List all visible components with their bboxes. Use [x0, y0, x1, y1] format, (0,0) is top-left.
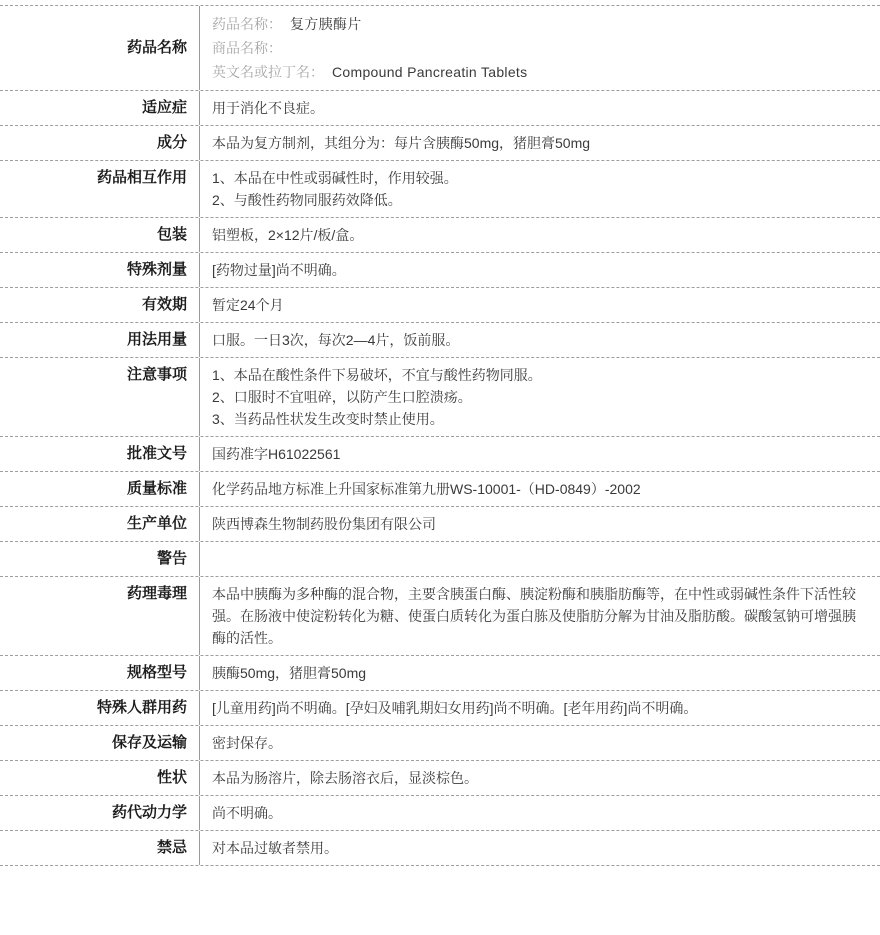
value-line: 用于消化不良症。: [212, 100, 324, 116]
value-line: [212, 548, 868, 570]
table-row: [0, 507, 880, 542]
table-row: [0, 6, 880, 91]
row-value: [200, 656, 880, 690]
row-label: 特殊人群用药: [0, 691, 200, 725]
row-value: [200, 91, 880, 125]
table-row: [0, 358, 880, 437]
field-label: 英文名或拉丁名：: [212, 64, 324, 80]
value-line: 本品为肠溶片，除去肠溶衣后，显淡棕色。: [212, 770, 478, 786]
row-label: 药品相互作用: [0, 161, 200, 217]
value-line: 2、与酸性药物同服药效降低。: [212, 192, 402, 208]
row-label: 成分: [0, 126, 200, 160]
table-row: [0, 218, 880, 253]
row-label: 包装: [0, 218, 200, 252]
value-line: 暂定24个月: [212, 297, 284, 313]
row-value: [200, 323, 880, 357]
table-row: [0, 656, 880, 691]
english-name-value: Compound Pancreatin Tablets: [332, 64, 528, 80]
row-value: [200, 161, 880, 217]
value-line: 1、本品在中性或弱碱性时，作用较强。: [212, 170, 458, 186]
value-line: 对本品过敏者禁用。: [212, 840, 338, 856]
table-row: [0, 761, 880, 796]
table-row: [0, 288, 880, 323]
table-row: [0, 726, 880, 761]
table-row: [0, 253, 880, 288]
value-line: [儿童用药]尚不明确。[孕妇及哺乳期妇女用药]尚不明确。[老年用药]尚不明确。: [212, 700, 698, 716]
field-label: 商品名称：: [212, 40, 282, 56]
row-value: [200, 507, 880, 541]
row-value: [200, 796, 880, 830]
row-value: [200, 358, 880, 436]
table-row: [0, 161, 880, 218]
row-value: [200, 6, 880, 90]
value-line: 2、口服时不宜咀碎，以防产生口腔溃疡。: [212, 389, 472, 405]
row-value: [200, 691, 880, 725]
trade-name-line: [212, 36, 868, 60]
value-line: 铝塑板，2×12片/板/盒。: [212, 227, 364, 243]
table-row: [0, 91, 880, 126]
value-line: 陕西博森生物制药股份集团有限公司: [212, 516, 436, 532]
field-label: 药品名称：: [212, 16, 282, 32]
row-value: [200, 126, 880, 160]
row-label: 药理毒理: [0, 577, 200, 655]
value-line: 3、当药品性状发生改变时禁止使用。: [212, 411, 444, 427]
value-line: 胰酶50mg，猪胆膏50mg: [212, 665, 367, 681]
row-label: 保存及运输: [0, 726, 200, 760]
table-row: [0, 577, 880, 656]
value-line: 国药准字H61022561: [212, 446, 341, 462]
row-label: 性状: [0, 761, 200, 795]
row-value: [200, 437, 880, 471]
table-row: [0, 126, 880, 161]
table-row: [0, 472, 880, 507]
row-label: 药代动力学: [0, 796, 200, 830]
row-value: [200, 542, 880, 576]
row-label: 批准文号: [0, 437, 200, 471]
drug-info-table: [0, 5, 880, 866]
value-line: 本品中胰酶为多种酶的混合物，主要含胰蛋白酶、胰淀粉酶和胰脂肪酶等，在中性或弱碱性条件下活性较强。在肠液中使淀粉转化为糖、使蛋白质转化为蛋白胨及使脂肪分解为甘油及脂肪酸。碳酸氢钠可增强胰酶的活性。: [212, 586, 856, 646]
row-value: [200, 472, 880, 506]
drug-name-line: [212, 12, 868, 36]
row-label: 有效期: [0, 288, 200, 322]
row-value: [200, 288, 880, 322]
row-label: 用法用量: [0, 323, 200, 357]
row-value: [200, 726, 880, 760]
value-line: 1、本品在酸性条件下易破坏，不宜与酸性药物同服。: [212, 367, 542, 383]
row-value: [200, 831, 880, 865]
table-row: [0, 691, 880, 726]
table-row: [0, 437, 880, 472]
row-label: 规格型号: [0, 656, 200, 690]
row-label: 生产单位: [0, 507, 200, 541]
row-value: [200, 218, 880, 252]
table-row: [0, 323, 880, 358]
english-name-line: [212, 60, 868, 84]
value-line: 化学药品地方标准上升国家标准第九册WS-10001-（HD-0849）-2002: [212, 481, 641, 497]
value-line: [药物过量]尚不明确。: [212, 262, 346, 278]
row-label: 警告: [0, 542, 200, 576]
row-value: [200, 577, 880, 655]
drug-name-value: 复方胰酶片: [290, 16, 362, 32]
row-label: 适应症: [0, 91, 200, 125]
row-value: [200, 761, 880, 795]
table-row: [0, 542, 880, 577]
value-line: 尚不明确。: [212, 805, 282, 821]
table-row: [0, 831, 880, 866]
row-label: 质量标准: [0, 472, 200, 506]
value-line: 口服。一日3次，每次2—4片，饭前服。: [212, 332, 460, 348]
table-row: [0, 796, 880, 831]
row-label: 注意事项: [0, 358, 200, 436]
row-label: 特殊剂量: [0, 253, 200, 287]
row-label: 禁忌: [0, 831, 200, 865]
row-value: [200, 253, 880, 287]
value-line: 密封保存。: [212, 735, 282, 751]
row-label: 药品名称: [0, 6, 200, 90]
value-line: 本品为复方制剂，其组分为：每片含胰酶50mg，猪胆膏50mg: [212, 135, 591, 151]
